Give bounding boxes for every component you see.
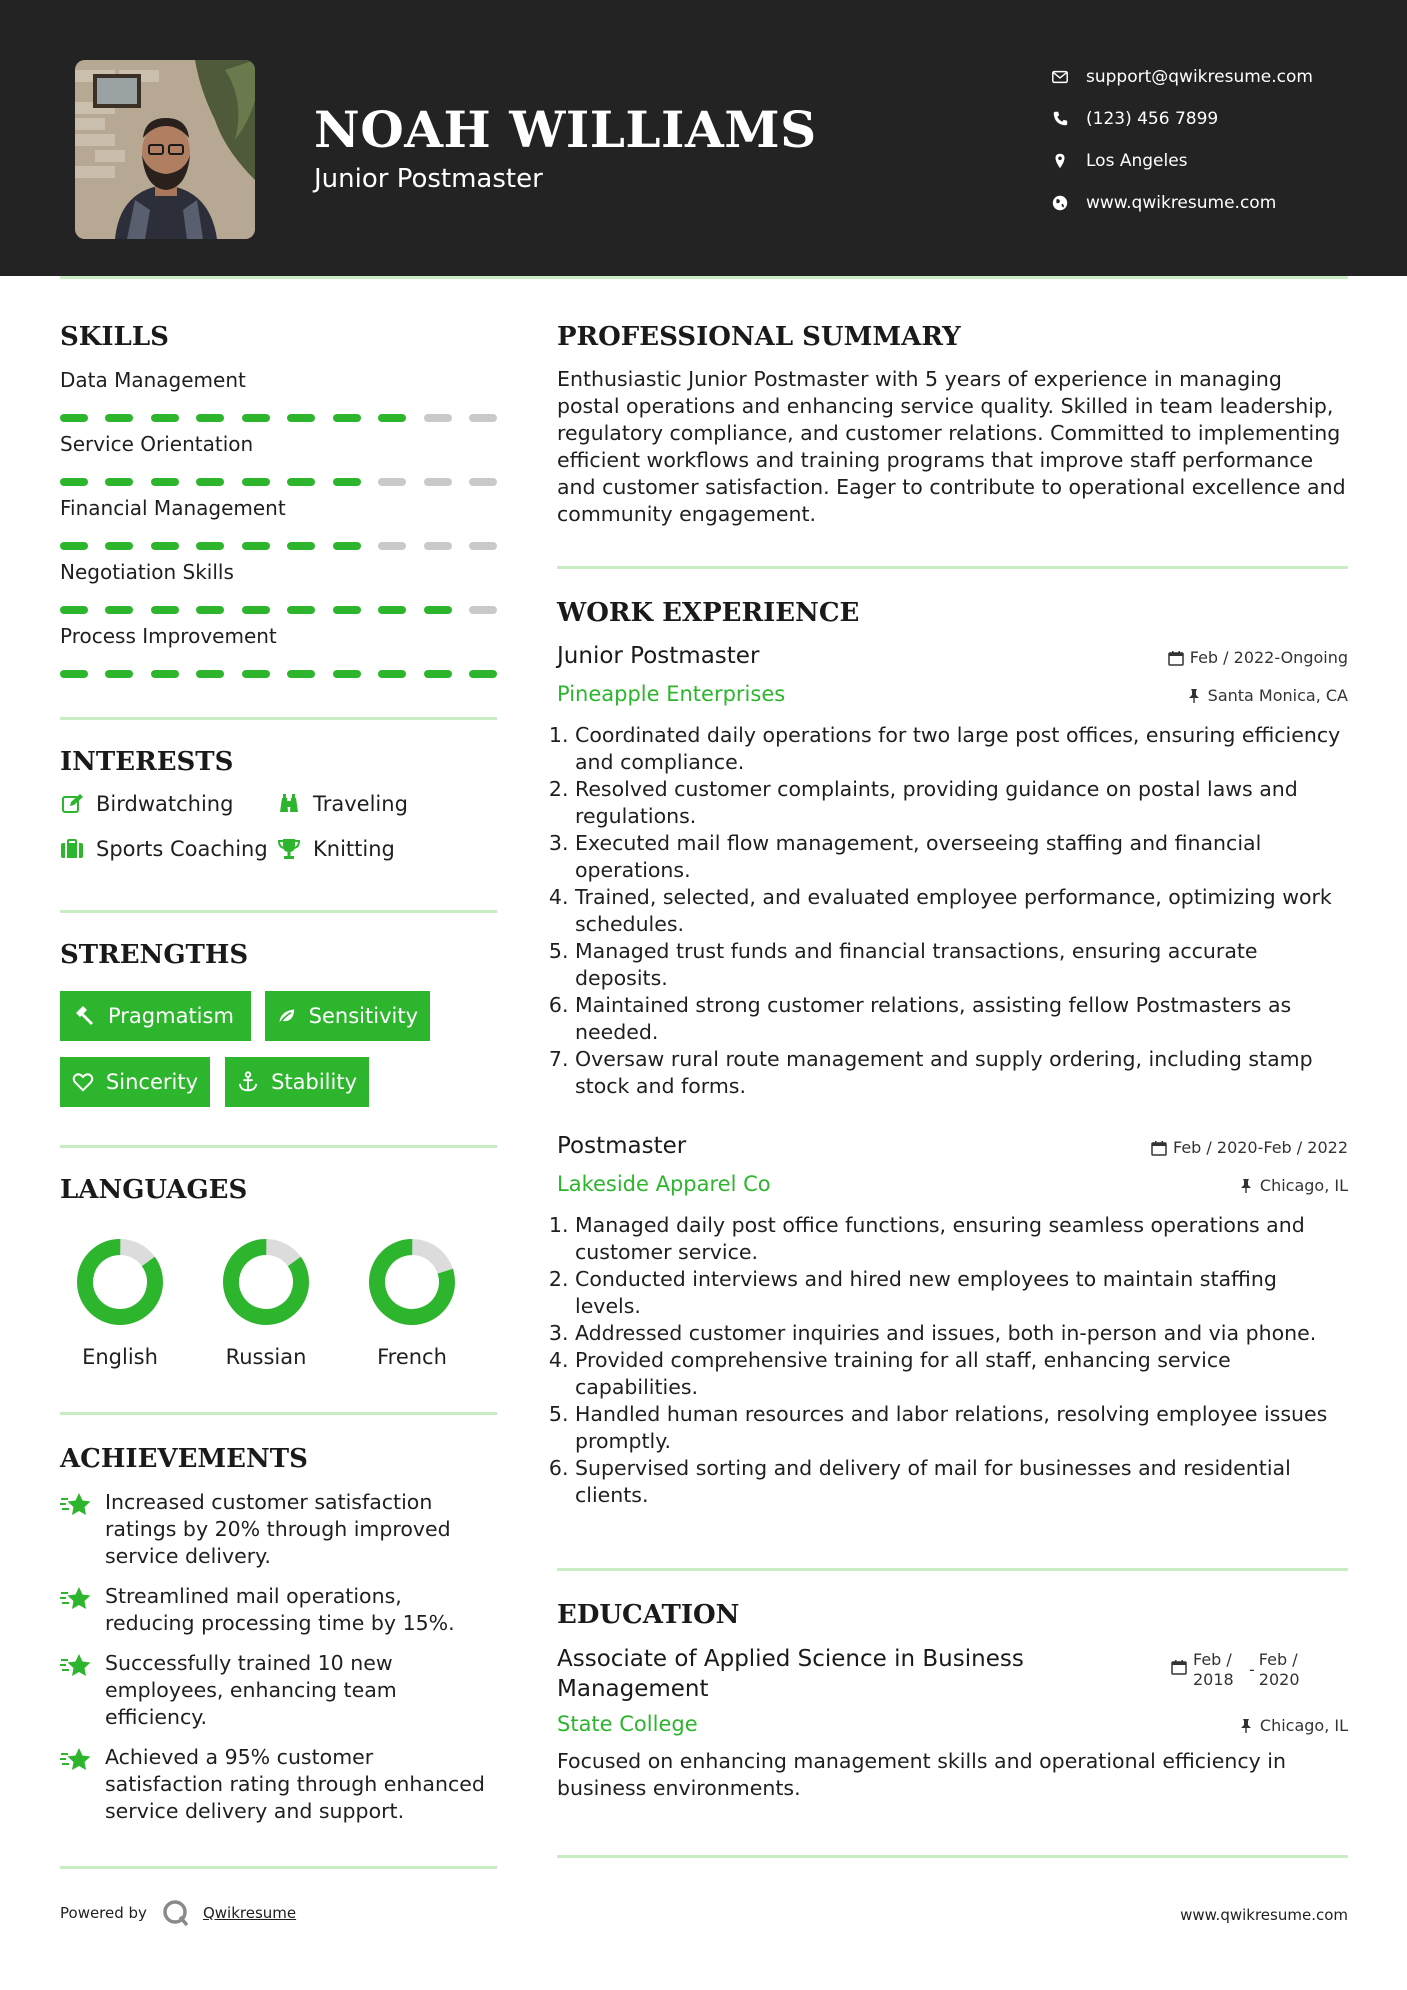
leaf-icon [277, 1004, 297, 1028]
interest-item [277, 792, 408, 816]
job-duties [557, 722, 1348, 1100]
language-ring-fill [221, 1237, 311, 1327]
skill-dot-filled [287, 478, 315, 486]
skill-dot-empty [469, 414, 497, 422]
achievement-text: Successfully trained 10 new employees, enhancing team efficiency. [105, 1651, 397, 1729]
summary-title: PROFESSIONAL SUMMARY [557, 322, 961, 352]
skill-dot-filled [151, 542, 179, 550]
skill-dot-filled [196, 414, 224, 422]
skill-dot-filled [242, 542, 270, 550]
skill-level-bar [60, 670, 497, 678]
skill-dot-filled [287, 414, 315, 422]
language-item [206, 1237, 326, 1369]
education-school: State College [557, 1712, 698, 1736]
skill-item [60, 432, 497, 486]
language-name: Russian [225, 1345, 307, 1369]
skill-dot-filled [242, 670, 270, 678]
candidate-name: NOAH WILLIAMS [314, 100, 817, 159]
education-location [1238, 1716, 1348, 1735]
skill-dot-filled [287, 670, 315, 678]
contact-location-text: Los Angeles [1086, 151, 1188, 171]
strength-label: Stability [271, 1070, 357, 1094]
skill-dot-filled [333, 542, 361, 550]
skill-dot-filled [151, 606, 179, 614]
edit-icon [60, 792, 84, 816]
skill-name: Financial Management [60, 496, 286, 520]
skill-dot-empty [469, 478, 497, 486]
job-dates-text: Feb / 2022-Ongoing [1189, 648, 1348, 667]
skill-dot-filled [424, 606, 452, 614]
skill-dot-filled [196, 606, 224, 614]
binoculars-icon [277, 792, 301, 816]
skills-section [60, 322, 497, 352]
star-icon [60, 1585, 92, 1613]
skill-dot-filled [424, 670, 452, 678]
star-icon [60, 1491, 92, 1519]
skill-dot-filled [105, 670, 133, 678]
skill-dot-filled [151, 478, 179, 486]
interest-item [277, 837, 395, 861]
profile-photo [75, 60, 255, 239]
skill-name: Data Management [60, 368, 246, 392]
duty-item: 6. Maintained strong customer relations, assisting fellow Postmasters as needed. [575, 992, 1348, 1046]
skill-level-bar [60, 542, 497, 550]
qwikresume-logo-icon [161, 1898, 191, 1928]
education-header [557, 1644, 1348, 1714]
interest-item [60, 792, 233, 816]
skill-dot-filled [242, 606, 270, 614]
achievements-section [60, 1444, 497, 1864]
achievement-item [60, 1489, 497, 1570]
skill-dot-empty [469, 542, 497, 550]
duty-item: 2. Conducted interviews and hired new employees to maintain staffing levels. [575, 1266, 1348, 1320]
achievement-text: Achieved a 95% customer satisfaction rating through enhanced service delivery and support. [105, 1745, 485, 1823]
interest-label: Sports Coaching [96, 837, 268, 861]
skill-item [60, 368, 497, 422]
interest-label: Knitting [313, 837, 395, 861]
job-company: Lakeside Apparel Co [557, 1172, 771, 1196]
skill-dot-filled [60, 606, 88, 614]
contact-website-text: www.qwikresume.com [1086, 193, 1277, 213]
map-pin-icon [1050, 151, 1070, 171]
skill-dot-filled [196, 478, 224, 486]
skill-dot-filled [151, 670, 179, 678]
skill-dot-filled [105, 414, 133, 422]
skill-item [60, 560, 497, 614]
job-location-text: Chicago, IL [1259, 1176, 1348, 1195]
job-company: Pineapple Enterprises [557, 682, 786, 706]
skill-dot-filled [333, 414, 361, 422]
experience-section [557, 598, 1348, 1578]
duty-item: 4. Provided comprehensive training for all staff, enhancing service capabilities. [575, 1347, 1348, 1401]
strength-label: Sincerity [105, 1070, 198, 1094]
strength-tag [60, 1057, 210, 1107]
education-title: EDUCATION [557, 1600, 740, 1630]
skills-title: SKILLS [60, 322, 169, 352]
language-ring [367, 1237, 457, 1327]
duty-item: 6. Supervised sorting and delivery of mail for businesses and residential clients. [575, 1455, 1348, 1509]
job-dates [1151, 1138, 1348, 1157]
interests-title: INTERESTS [60, 747, 234, 777]
summary-text: Enthusiastic Junior Postmaster with 5 years of experience in managing postal operations and enhancing service quality. Skilled in team leadership, regulatory compliance, and customer relations. Committed to implementing efficient workflows and training programs that improve staff performance and customer satisfaction. Eager to contribute to operational excellence and community engagement. [557, 367, 1346, 526]
skill-dot-empty [378, 542, 406, 550]
skill-level-bar [60, 606, 497, 614]
duty-item: 2. Resolved customer complaints, providing guidance on postal laws and regulations. [575, 776, 1348, 830]
duty-item: 3. Executed mail flow management, overseeing staffing and financial operations. [575, 830, 1348, 884]
skill-dot-empty [424, 414, 452, 422]
skill-dot-filled [105, 606, 133, 614]
footer-powered-by [60, 1898, 296, 1928]
globe-icon [1050, 193, 1070, 213]
skill-dot-filled [469, 670, 497, 678]
contact-email[interactable] [1050, 56, 1370, 98]
skill-dot-filled [105, 542, 133, 550]
section-divider [60, 910, 497, 913]
strengths-title: STRENGTHS [60, 940, 249, 970]
job-role: Junior Postmaster [557, 643, 760, 669]
skill-dot-filled [60, 414, 88, 422]
skill-dot-filled [333, 606, 361, 614]
candidate-title: Junior Postmaster [314, 164, 543, 194]
experience-title: WORK EXPERIENCE [557, 598, 860, 628]
strength-tag [225, 1057, 369, 1107]
skill-item [60, 496, 497, 550]
skill-dot-filled [333, 478, 361, 486]
section-divider [60, 1866, 497, 1869]
achievement-item [60, 1583, 497, 1637]
education-start: Feb / 2018 [1193, 1650, 1234, 1689]
calendar-icon [1168, 650, 1184, 666]
envelope-icon [1050, 67, 1070, 87]
star-icon [60, 1652, 92, 1680]
education-degree: Associate of Applied Science in Business Management [557, 1646, 1024, 1702]
duty-item: 1. Managed daily post office functions, ensuring seamless operations and customer service. [575, 1212, 1348, 1266]
pushpin-icon [1186, 688, 1202, 704]
skill-name: Service Orientation [60, 432, 254, 456]
job-location [1186, 686, 1348, 705]
pushpin-icon [1238, 1718, 1254, 1734]
calendar-icon [1151, 1140, 1167, 1156]
gavel-icon [72, 1004, 96, 1028]
star-icon [60, 1746, 92, 1774]
pushpin-icon [1238, 1178, 1254, 1194]
education-dates [1171, 1650, 1315, 1690]
job-role: Postmaster [557, 1133, 687, 1159]
languages-title: LANGUAGES [60, 1175, 248, 1205]
footer-website[interactable]: www.qwikresume.com [1180, 1906, 1348, 1924]
strength-tag [265, 991, 430, 1041]
contact-phone[interactable] [1050, 98, 1370, 140]
section-divider [557, 1855, 1348, 1858]
resume-header [0, 0, 1407, 276]
contact-location [1050, 140, 1370, 182]
education-description: Focused on enhancing management skills and operational efficiency in business environments. [557, 1749, 1286, 1800]
powered-by-text: Powered by [60, 1904, 147, 1922]
strength-tag [60, 991, 251, 1041]
skill-item [60, 624, 497, 678]
language-ring [221, 1237, 311, 1327]
education-location-text: Chicago, IL [1259, 1716, 1348, 1735]
achievements-title: ACHIEVEMENTS [60, 1444, 308, 1474]
skill-dot-empty [424, 478, 452, 486]
strength-label: Sensitivity [308, 1004, 418, 1028]
job-dates [1168, 648, 1348, 667]
duty-item: 4. Trained, selected, and evaluated employee performance, optimizing work schedules. [575, 884, 1348, 938]
anchor-icon [237, 1070, 259, 1094]
skill-dot-filled [378, 670, 406, 678]
strengths-section [60, 940, 497, 1110]
achievement-text: Streamlined mail operations, reducing processing time by 15%. [105, 1584, 455, 1635]
skill-dot-empty [424, 542, 452, 550]
section-divider [557, 566, 1348, 569]
header-divider [60, 276, 1348, 279]
skill-dot-filled [60, 478, 88, 486]
section-divider [60, 1412, 497, 1415]
language-ring [75, 1237, 165, 1327]
contact-email-text: support@qwikresume.com [1086, 67, 1313, 87]
trophy-icon [277, 837, 301, 861]
skill-dot-filled [60, 542, 88, 550]
contact-website[interactable] [1050, 182, 1370, 224]
job-duties [557, 1212, 1348, 1509]
skill-dot-filled [242, 478, 270, 486]
job-location-text: Santa Monica, CA [1207, 686, 1348, 705]
heart-icon [72, 1070, 94, 1094]
calendar-icon [1171, 1659, 1187, 1675]
skill-dot-filled [151, 414, 179, 422]
section-divider [60, 1145, 497, 1148]
language-item [352, 1237, 472, 1369]
language-name: English [82, 1345, 158, 1369]
skill-dot-filled [378, 414, 406, 422]
skill-dot-empty [378, 478, 406, 486]
duty-item: 1. Coordinated daily operations for two large post offices, ensuring efficiency and compliance. [575, 722, 1348, 776]
job-dates-text: Feb / 2020-Feb / 2022 [1173, 1138, 1348, 1157]
skill-dot-filled [60, 670, 88, 678]
interest-label: Birdwatching [96, 792, 234, 816]
education-date-separator: - [1249, 1660, 1255, 1679]
interest-label: Traveling [313, 792, 408, 816]
skill-name: Process Improvement [60, 624, 277, 648]
education-end: Feb / 2020 [1258, 1650, 1300, 1689]
language-name: French [377, 1345, 447, 1369]
language-item [60, 1237, 180, 1369]
skill-dot-filled [196, 670, 224, 678]
skills-list [60, 368, 497, 688]
duty-item: 5. Managed trust funds and financial transactions, ensuring accurate deposits. [575, 938, 1348, 992]
education-section [557, 1600, 1348, 1820]
skill-dot-filled [196, 542, 224, 550]
interests-section [60, 747, 497, 877]
languages-section [60, 1175, 497, 1375]
strength-label: Pragmatism [108, 1004, 234, 1028]
skill-dot-filled [333, 670, 361, 678]
skill-dot-filled [287, 606, 315, 614]
briefcase-icon [60, 837, 84, 861]
achievement-item [60, 1650, 497, 1731]
duty-item: 7. Oversaw rural route management and supply ordering, including stamp stock and forms. [575, 1046, 1348, 1100]
summary-section [557, 322, 1348, 528]
achievement-text: Increased customer satisfaction ratings by 20% through improved service delivery. [105, 1490, 451, 1568]
phone-icon [1050, 109, 1070, 129]
skill-name: Negotiation Skills [60, 560, 234, 584]
interest-item [60, 837, 268, 861]
job-location [1238, 1176, 1348, 1195]
skill-dot-filled [242, 414, 270, 422]
brand-link[interactable]: Qwikresume [202, 1904, 297, 1922]
section-divider [60, 717, 497, 720]
skill-dot-empty [469, 606, 497, 614]
contact-list [1050, 56, 1370, 224]
job-header [557, 1133, 1348, 1163]
language-ring-fill [368, 1238, 456, 1326]
achievement-item [60, 1744, 497, 1825]
skill-dot-filled [105, 478, 133, 486]
skill-dot-filled [287, 542, 315, 550]
skill-dot-filled [378, 606, 406, 614]
section-divider [557, 1568, 1348, 1571]
language-ring-fill [75, 1237, 165, 1327]
job-header [557, 643, 1348, 673]
duty-item: 5. Handled human resources and labor relations, resolving employee issues promptly. [575, 1401, 1348, 1455]
skill-level-bar [60, 478, 497, 486]
skill-level-bar [60, 414, 497, 422]
duty-item: 3. Addressed customer inquiries and issues, both in-person and via phone. [575, 1320, 1348, 1347]
contact-phone-text: (123) 456 7899 [1086, 109, 1219, 129]
